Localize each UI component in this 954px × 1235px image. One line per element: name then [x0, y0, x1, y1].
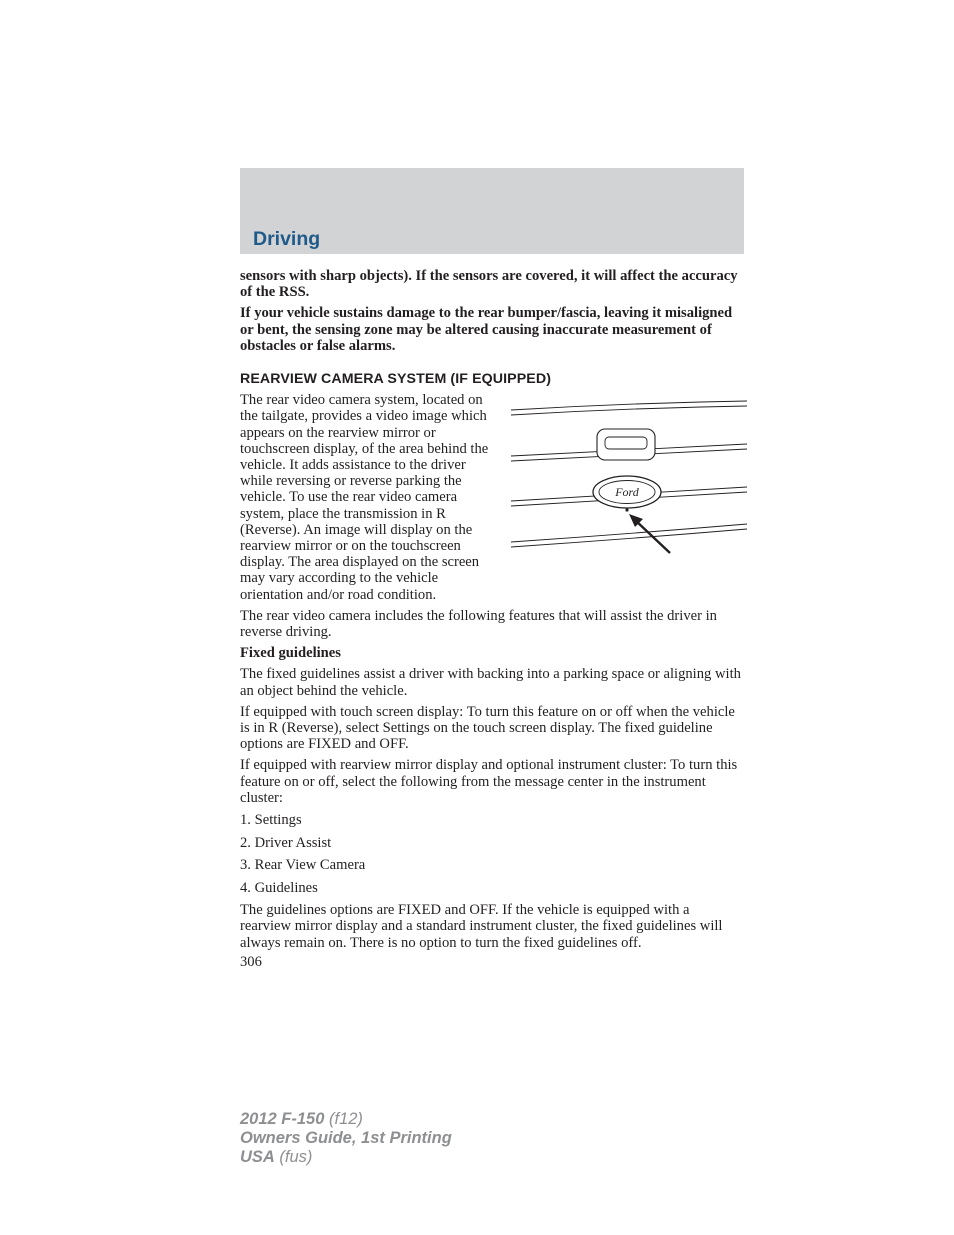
fixed-guidelines-subheading: Fixed guidelines — [240, 645, 341, 662]
list-item: 3. Rear View Camera — [240, 857, 366, 874]
arrow-icon — [629, 514, 670, 553]
camera-lens-marker — [625, 509, 628, 512]
guidelines-paragraph-2: If equipped with touch screen display: To turn this feature on or off when the vehicle is in R (Reverse), select Settings on the touch screen display. The fixed guideline options are FIXED and OFF. — [240, 703, 735, 753]
ford-oval-badge — [593, 476, 661, 508]
camera-intro-paragraph: The rear video camera system, located on the tailgate, provides a video image which appears on the rearview mirror or touchscreen display, of the area behind the vehicle. It adds assistance to the driver while reversing or reverse parking the vehicle. To use the rear video camera system, place the transmission in R (Reverse). An image will display on the rearview mirror or on the touchscreen display. The area displayed on the screen may vary according to the vehicle orientation and/or road condition. — [240, 392, 489, 603]
tailgate-handle — [597, 429, 655, 460]
list-item: 1. Settings — [240, 812, 302, 829]
guidelines-paragraph-1: The fixed guidelines assist a driver with backing into a parking space or aligning with an object behind the vehicle. — [240, 666, 741, 699]
page-content — [240, 268, 744, 975]
warning-paragraph-2: If your vehicle sustains damage to the rear bumper/fascia, leaving it misaligned or bent, the sensing zone may be altered causing inaccurate measurement of obstacles or false alarms. — [240, 305, 733, 354]
list-item: 4. Guidelines — [240, 879, 318, 896]
camera-features-paragraph: The rear video camera includes the following features that will assist the driver in reverse driving. — [240, 607, 717, 641]
footer-line-printing: Owners Guide, 1st Printing — [240, 1129, 452, 1147]
footer-line-model: 2012 F-150 (f12) — [240, 1110, 363, 1128]
chapter-title: Driving — [253, 228, 321, 250]
guidelines-paragraph-3: If equipped with rearview mirror display and optional instrument cluster: To turn this feature on or off, select the following from the message center in the instrument cluster: — [240, 757, 738, 806]
footer-line-market: USA (fus) — [240, 1148, 313, 1166]
tailgate-camera-illustration — [503, 392, 747, 572]
warning-paragraph-1: sensors with sharp objects). If the sensors are covered, it will affect the accuracy of the RSS. — [240, 268, 738, 301]
section-heading: REARVIEW CAMERA SYSTEM (IF EQUIPPED) — [240, 371, 552, 388]
page-number: 306 — [240, 953, 262, 970]
ford-badge-text: Ford — [615, 485, 639, 500]
chapter-header-band — [240, 168, 744, 254]
guidelines-paragraph-4: The guidelines options are FIXED and OFF. If the vehicle is equipped with a rearview mirror display and a standard instrument cluster, the fixed guidelines will always remain on. There is no option to turn the fixed guidelines off. — [240, 902, 723, 951]
tailgate-illustration-svg — [503, 392, 747, 572]
list-item: 2. Driver Assist — [240, 834, 332, 851]
document-footer — [240, 1110, 452, 1167]
